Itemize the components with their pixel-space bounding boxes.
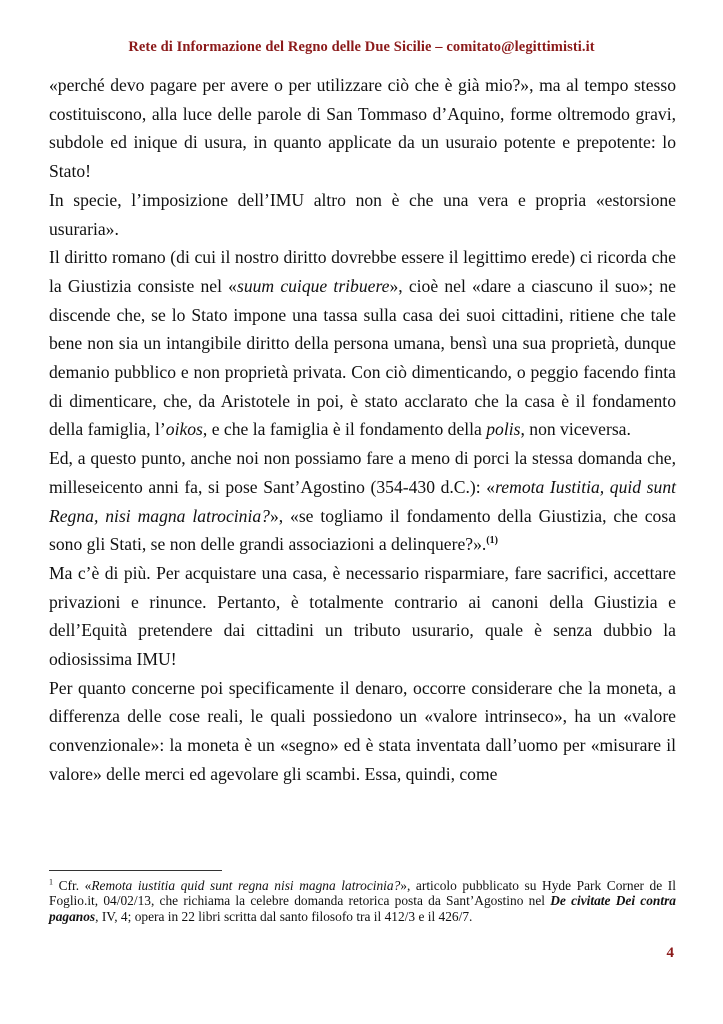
paragraph-5: Ma c’è di più. Per acquistare una casa, è necessario risparmiare, fare sacrifici, accettare privazioni e rinunce. Pertanto, è totalmente contrario ai canoni della Giustizia e dell’Equità pretendere dai cittadini un tributo usurario, quale è senza dubbio la odiosissima IMU! [49,562,676,670]
footnote-text [49,878,676,924]
paragraph-4 [49,444,676,559]
footnote-book-title: De civitate Dei contra paganos [49,893,676,924]
page-header: Rete di Informazione del Regno delle Due Sicilie – comitato@legittimisti.it [128,39,595,55]
page-number: 4 [666,945,674,961]
paragraph-4-text-c: », «se togliamo il fondamento della Giustizia, che cosa sono gli Stati, se non delle grandi associazioni a delinquere?». [49,505,676,555]
paragraph-2: In specie, l’imposizione dell’IMU altro non è che una vera e propria «estorsione usuraria». [49,189,676,239]
greek-term-oikos: oikos [165,419,203,440]
latin-phrase-suum-cuique: suum cuique tribuere [236,275,390,296]
paragraph-3-text-c: », cioè nel «dare a ciascuno il suo»; ne discende che, se lo Stato impone una tassa sulla casa dei suoi cittadini, ritiene che tale bene non sia un intangibile diritto della persona umana, bensì una sua proprietà, dunque demanio pubblico e non proprietà privata. Con ciò dimenticando, o peggio facendo finta di dimenticare, che, da Aristotele in poi, è stato acclarato che la casa è il fondamento della famiglia, l’ [49,275,676,440]
paragraph-3-text-a: Il diritto romano (di cui il nostro diritto dovrebbe essere il legittimo erede) ci ricorda che la Giustizia consiste nel « [49,247,676,296]
footnote-mark: 1 [49,877,53,887]
greek-term-polis: polis [486,419,521,440]
footnote-text-e: , IV, 4; opera in 22 libri scritta dal santo filosofo tra il 412/3 e il 426/7. [95,908,473,924]
paragraph-3 [49,243,676,444]
paragraph-1: «perché devo pagare per avere o per utilizzare ciò che è già mio?», ma al tempo stesso costituiscono, alla luce delle parole di San Tommaso d’Aquino, forme oltremodo gravi, subdole ed inique di usura, in quanto applicate da un usuraio potente e prepotente: lo Stato! [49,75,676,182]
latin-quote-remota-iustitia: remota Iustitia, quid sunt Regna, nisi magna latrocinia? [49,476,677,526]
footnote [49,878,676,924]
footnote-reference[interactable]: (1) [486,535,498,547]
paragraph-3-text-e: , e che la famiglia è il fondamento della [202,419,487,440]
paragraph-6: Per quanto concerne poi specificamente il denaro, occorre considerare che la moneta, a differenza delle cose reali, le quali possiedono un «valore intrinseco», ha un «valore convenzionale»: la moneta è un «segno» ed è stata inventata dall’uomo per «misurare il valore» delle merci ed agevolare gli scambi. Essa, quindi, come [49,677,676,784]
footnote-text-c: », articolo pubblicato su Hyde Park Corner de Il Foglio.it, 04/02/13, che richiama la celebre domanda retorica posta da Sant’Agostino nel [49,878,676,909]
paragraph-3-text-g: , non viceversa. [520,419,631,440]
footnote-text-a: Cfr. « [53,878,92,893]
paragraph-4-text-a: Ed, a questo punto, anche noi non possiamo fare a meno di porci la stessa domanda che, milleseicento anni fa, si pose Sant’Agostino (354-430 d.C.): « [49,448,676,497]
body-text [49,71,676,789]
footnote-article-title: Remota iustitia quid sunt regna nisi magna latrocinia? [91,878,401,893]
footnote-divider [49,870,222,871]
